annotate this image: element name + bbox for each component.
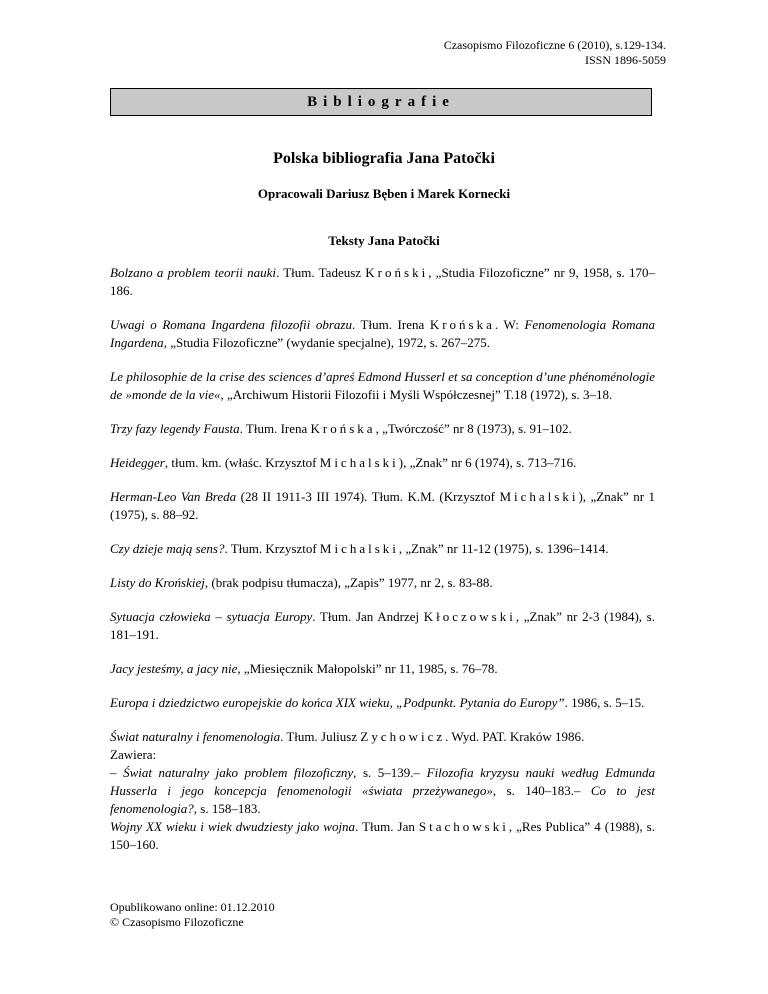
entry-text: Zychowicz xyxy=(360,729,446,744)
entry-title-text: „Podpunkt. Pytania do Europy” xyxy=(396,695,565,710)
entry-text: , xyxy=(389,695,397,710)
entry-text: , (brak podpisu tłumacza), „Zapis” 1977, nr 2, s. 83-88. xyxy=(204,575,493,590)
bibliography-entry xyxy=(110,574,655,592)
section-title: Bibliografie xyxy=(307,93,455,110)
entry-title-text: Herman-Leo Van Breda xyxy=(110,489,237,504)
entry-text: Michalski xyxy=(499,489,579,504)
journal-citation: Czasopismo Filozoficzne 6 (2010), s.129-134. xyxy=(443,38,666,52)
entry-text: (28 II 1911-3 III 1974). Tłum. K.M. (Krzysztof xyxy=(236,489,500,504)
entry-text: Michalski xyxy=(319,541,399,556)
entry-title-text: Listy do Krońskiej xyxy=(110,575,205,590)
entry-title-text: Świat naturalny jako problem filozoficzny xyxy=(123,765,354,780)
entry-text: . Tłum. Tadeusz xyxy=(275,265,366,280)
entry-text: . Tłum. Juliusz xyxy=(280,729,361,744)
entry-text: Krońska xyxy=(310,421,376,436)
bibliography-entry xyxy=(110,488,655,524)
entry-title-text: Wojny XX wieku i wiek dwudziesty jako wojna xyxy=(110,819,356,834)
contains-label: Zawiera: xyxy=(110,747,157,762)
entry-title-text: Czy dzieje mają sens? xyxy=(110,541,225,556)
entry-text: ), „Znak” nr 6 (1974), s. 713–716. xyxy=(398,455,577,470)
entry-text: , „Res Publica” 4 (1988), s. 150–160. xyxy=(110,819,655,852)
entry-title-text: Bolzano a problem teorii nauki xyxy=(110,265,276,280)
entry-title-text: Fenomenologia Romana Ingardena xyxy=(110,317,655,350)
entry-title-text: Trzy fazy legendy Fausta xyxy=(110,421,240,436)
bibliography-entry xyxy=(110,728,655,818)
section-banner xyxy=(110,88,652,116)
bibliography-entry xyxy=(110,454,655,472)
entry-text: Kłoczowski xyxy=(423,609,516,624)
entry-text: . Tłum. Jan xyxy=(355,819,419,834)
bibliography-entry xyxy=(110,368,655,404)
entry-text: Stachowski xyxy=(418,819,509,834)
article-title: Polska bibliografia Jana Patočki xyxy=(273,150,495,167)
entry-text: , „Studia Filozoficzne” nr 9, 1958, s. 170–186. xyxy=(110,265,655,298)
entry-text: , s. 140–183.– xyxy=(492,783,591,798)
entry-text: , „Studia Filozoficzne” (wydanie specjalne), 1972, s. 267–275. xyxy=(163,335,491,350)
bibliography-entry xyxy=(110,660,655,678)
entry-title-text: Sytuacja człowieka – sytuacja Europy xyxy=(110,609,313,624)
entry-text: , „Znak” nr 11-12 (1975), s. 1396–1414. xyxy=(398,541,609,556)
entry-text: ), „Znak” nr 1 (1975), s. 88–92. xyxy=(110,489,655,522)
entry-text: . W: xyxy=(494,317,525,332)
bibliography-entry xyxy=(110,818,655,854)
entry-text: . Tłum. Irena xyxy=(239,421,311,436)
entry-text: . Tłum. Irena xyxy=(351,317,430,332)
entry-title-text: Filozofia kryzysu nauki według Edmunda Husserla i jego koncepcja fenomenologii «świata przeżywanego» xyxy=(110,765,656,798)
bibliography-entry xyxy=(110,420,655,438)
entry-title-text: Le philosophie de la crise des sciences d’apreś Edmond Husserl et sa conception d’une phénoménologie de »monde de la vie« xyxy=(110,369,655,402)
entry-title-text: Uwagi o Romana Ingardena filozofii obrazu xyxy=(110,317,352,332)
copyright: © Czasopismo Filozoficzne xyxy=(110,915,244,929)
entry-text: , „Twórczość” nr 8 (1973), s. 91–102. xyxy=(375,421,572,436)
entry-text: – xyxy=(110,765,124,780)
published-date: Opublikowano online: 01.12.2010 xyxy=(110,900,275,914)
entry-text: Michalski xyxy=(319,455,399,470)
entry-text: . Wyd. PAT. Kraków 1986. xyxy=(445,729,585,744)
entry-text: . 1986, s. 5–15. xyxy=(564,695,645,710)
bibliography-entry xyxy=(110,694,655,712)
page-footer xyxy=(110,900,275,930)
entry-title-text: Europa i dziedzictwo europejskie do końca XIX wieku xyxy=(110,695,390,710)
entry-text: , „Znak” nr 2-3 (1984), s. 181–191. xyxy=(110,609,655,642)
subheading: Teksty Jana Patočki xyxy=(328,233,440,248)
bibliography-entry xyxy=(110,540,655,558)
entry-text: , s. 158–183. xyxy=(193,801,261,816)
entry-text: Krońska xyxy=(429,317,495,332)
entry-text: , „Miesięcznik Małopolski” nr 11, 1985, s. 76–78. xyxy=(237,661,498,676)
entry-title-text: Jacy jesteśmy, a jacy nie xyxy=(110,661,238,676)
entry-text: , s. 5–139.– xyxy=(353,765,427,780)
entry-text: . Tłum. Krzysztof xyxy=(224,541,320,556)
bibliography-entry xyxy=(110,316,655,352)
entry-text: . Tłum. Jan Andrzej xyxy=(312,609,424,624)
entry-title-text: Co to jest fenomenologia? xyxy=(110,783,655,816)
bibliography-entry xyxy=(110,264,655,300)
entry-text: , „Archiwum Historii Filozofii i Myśli Współczesnej” T.18 (1972), s. 3–18. xyxy=(220,387,613,402)
entry-title-text: Świat naturalny i fenomenologia xyxy=(110,729,281,744)
journal-header xyxy=(444,38,666,68)
entry-text: , tłum. km. (właśc. Krzysztof xyxy=(164,455,320,470)
article-authors: Opracowali Dariusz Bęben i Marek Kornecki xyxy=(257,186,511,201)
bibliography-entry xyxy=(110,608,655,644)
issn: ISSN 1896-5059 xyxy=(584,53,666,67)
entry-title-text: Heidegger xyxy=(110,455,165,470)
bibliography-list xyxy=(110,264,655,870)
entry-text: Kroński xyxy=(365,265,429,280)
